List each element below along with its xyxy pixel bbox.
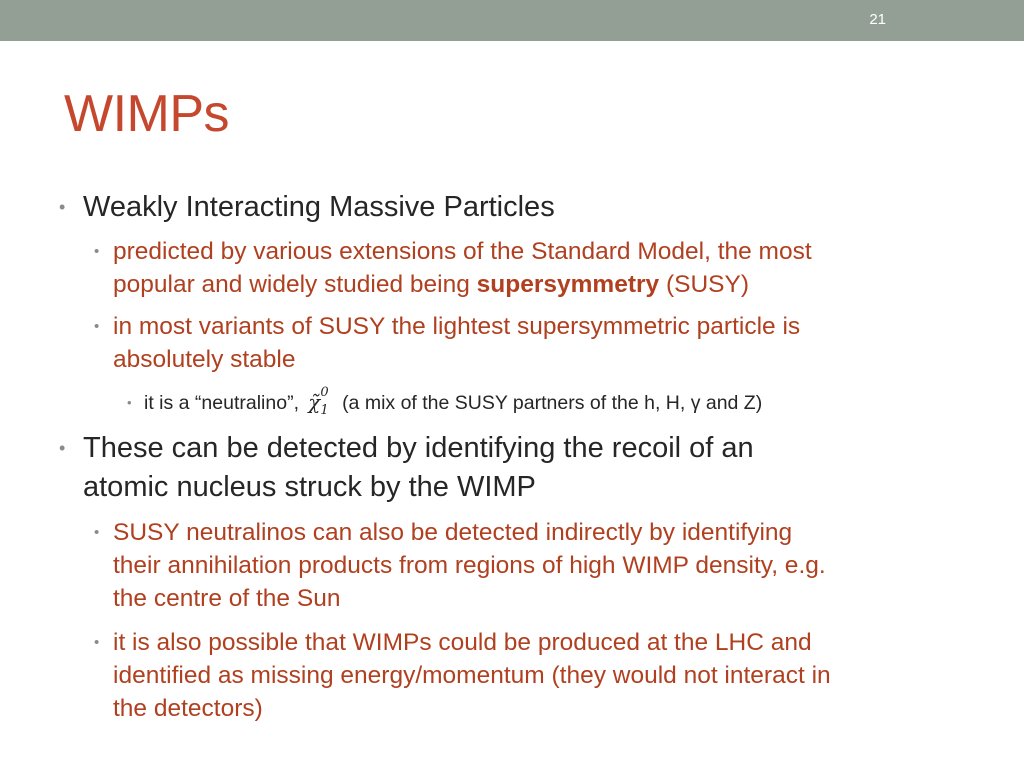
math-superscript: 0 (320, 385, 329, 400)
bullet-marker: • (59, 438, 66, 458)
bullet-marker: • (94, 634, 100, 651)
bullet-text-cont: the centre of the Sun (113, 585, 341, 612)
bullet-text-cont: their annihilation products from regions of high WIMP density, e.g. (113, 552, 826, 579)
bullet-marker: • (94, 524, 100, 541)
bullet-lhc-production (94, 626, 1013, 725)
bullet-text-cont: popular and widely studied being (113, 271, 477, 298)
bullet-marker: • (94, 318, 100, 335)
bullet-text-cont: identified as missing energy/momentum (they would not interact in (113, 662, 831, 689)
bullet-text: it is also possible that WIMPs could be produced at the LHC and (113, 629, 812, 656)
slide-number: 21 (869, 11, 886, 28)
bullet-text: it is a “neutralino”, (144, 392, 299, 414)
bullet-wimp-definition (59, 188, 555, 227)
bullet-neutralino (127, 385, 1004, 418)
math-chi: χ̃ (308, 391, 321, 414)
bullet-marker: • (127, 395, 132, 410)
bullet-text-end: (SUSY) (659, 271, 749, 298)
bullet-predicted-by-extensions (94, 235, 993, 301)
bullet-text: in most variants of SUSY the lightest supersymmetric particle is (113, 313, 801, 340)
bullet-text: These can be detected by identifying the recoil of an (83, 432, 754, 464)
bullet-text: SUSY neutralinos can also be detected indirectly by identifying (113, 519, 793, 546)
bullet-marker: • (59, 197, 66, 217)
bullet-indirect-detection (94, 516, 1013, 615)
bullet-text-cont: absolutely stable (113, 346, 296, 373)
bullet-detection-recoil (59, 429, 983, 507)
bullet-text-end: (a mix of the SUSY partners of the h, H, γ and Z) (342, 392, 763, 414)
bullet-text: Weakly Interacting Massive Particles (83, 191, 555, 223)
bold-term-supersymmetry: supersymmetry (476, 271, 660, 298)
slide-title: WIMPs (64, 85, 230, 143)
bullet-marker: • (94, 243, 100, 260)
math-subscript: 1 (320, 403, 329, 418)
bullet-text-cont: the detectors) (113, 695, 263, 722)
bullet-text: predicted by various extensions of the Standard Model, the most (113, 238, 812, 265)
bullet-lightest-particle-stable (94, 310, 993, 376)
top-banner (0, 0, 1024, 41)
neutralino-symbol (308, 385, 332, 418)
bullet-text-cont: atomic nucleus struck by the WIMP (83, 471, 536, 503)
